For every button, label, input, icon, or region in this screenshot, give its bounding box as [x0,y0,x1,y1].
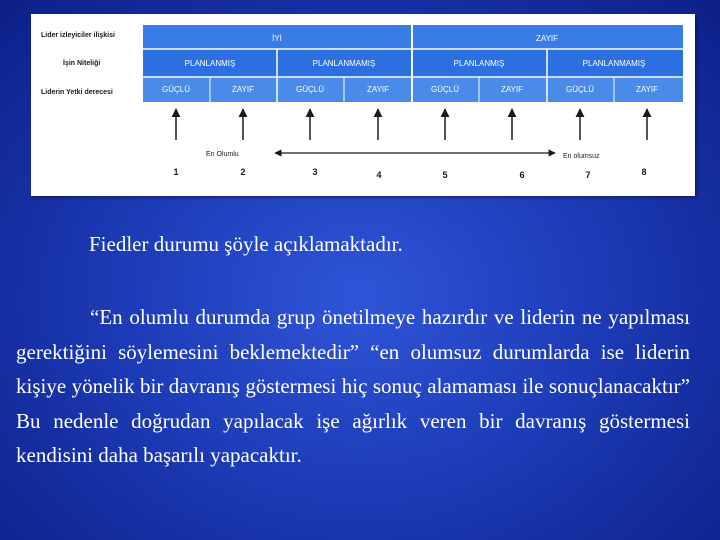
row-label-relation: Lider izleyiciler ilişkisi [41,32,115,39]
fiedler-contingency-figure [31,14,695,196]
task-label-2: PLANLANMAMIŞ [312,59,376,68]
octant-number-2: 2 [240,167,246,177]
task-label-4: PLANLANMAMIŞ [582,59,646,68]
octant-number-5: 5 [442,170,448,180]
power-label-4: ZAYIF [366,85,390,94]
octant-number-6: 6 [519,170,525,180]
fiedler-diagram [31,14,695,196]
scale-right-label: En olumsuz [563,153,600,160]
octant-number-1: 1 [173,167,179,177]
task-label-1: PLANLANMIŞ [184,59,236,68]
power-label-8: ZAYIF [635,85,659,94]
scale-left-label: En Olumlu [206,151,239,158]
relation-good-label: İYİ [272,34,282,43]
octant-number-3: 3 [312,167,318,177]
power-label-2: ZAYIF [231,85,255,94]
relation-poor-label: ZAYIF [535,34,559,43]
power-label-1: GÜÇLÜ [161,85,191,94]
row-label-task: İşin Niteliği [63,60,101,67]
octant-number-7: 7 [585,170,591,180]
power-label-3: GÜÇLÜ [295,85,325,94]
task-label-3: PLANLANMIŞ [453,59,505,68]
octant-number-8: 8 [641,167,647,177]
octant-arrows [176,109,647,140]
lead-sentence: Fiedler durumu şöyle açıklamaktadır. [89,232,403,256]
row-label-power: Liderin Yetki derecesi [41,89,113,96]
octant-number-4: 4 [376,170,382,180]
power-label-7: GÜÇLÜ [565,85,595,94]
power-label-5: GÜÇLÜ [430,85,460,94]
quote-paragraph: “En olumlu durumda grup önetilmeye hazırdır ve liderin ne yapılması gerektiğini söylemesini beklemektedir” “en olumsuz durumlarda ise liderin kişiye yönelik bir davranış göstermesi hiç sonuç alamaması ile sonuçlanacaktır” Bu nedenle doğrudan yapılacak işe ağırlık veren bir davranış göstermesi kendisini daha başarılı yapacaktır. [16,305,690,467]
power-label-6: ZAYIF [500,85,524,94]
